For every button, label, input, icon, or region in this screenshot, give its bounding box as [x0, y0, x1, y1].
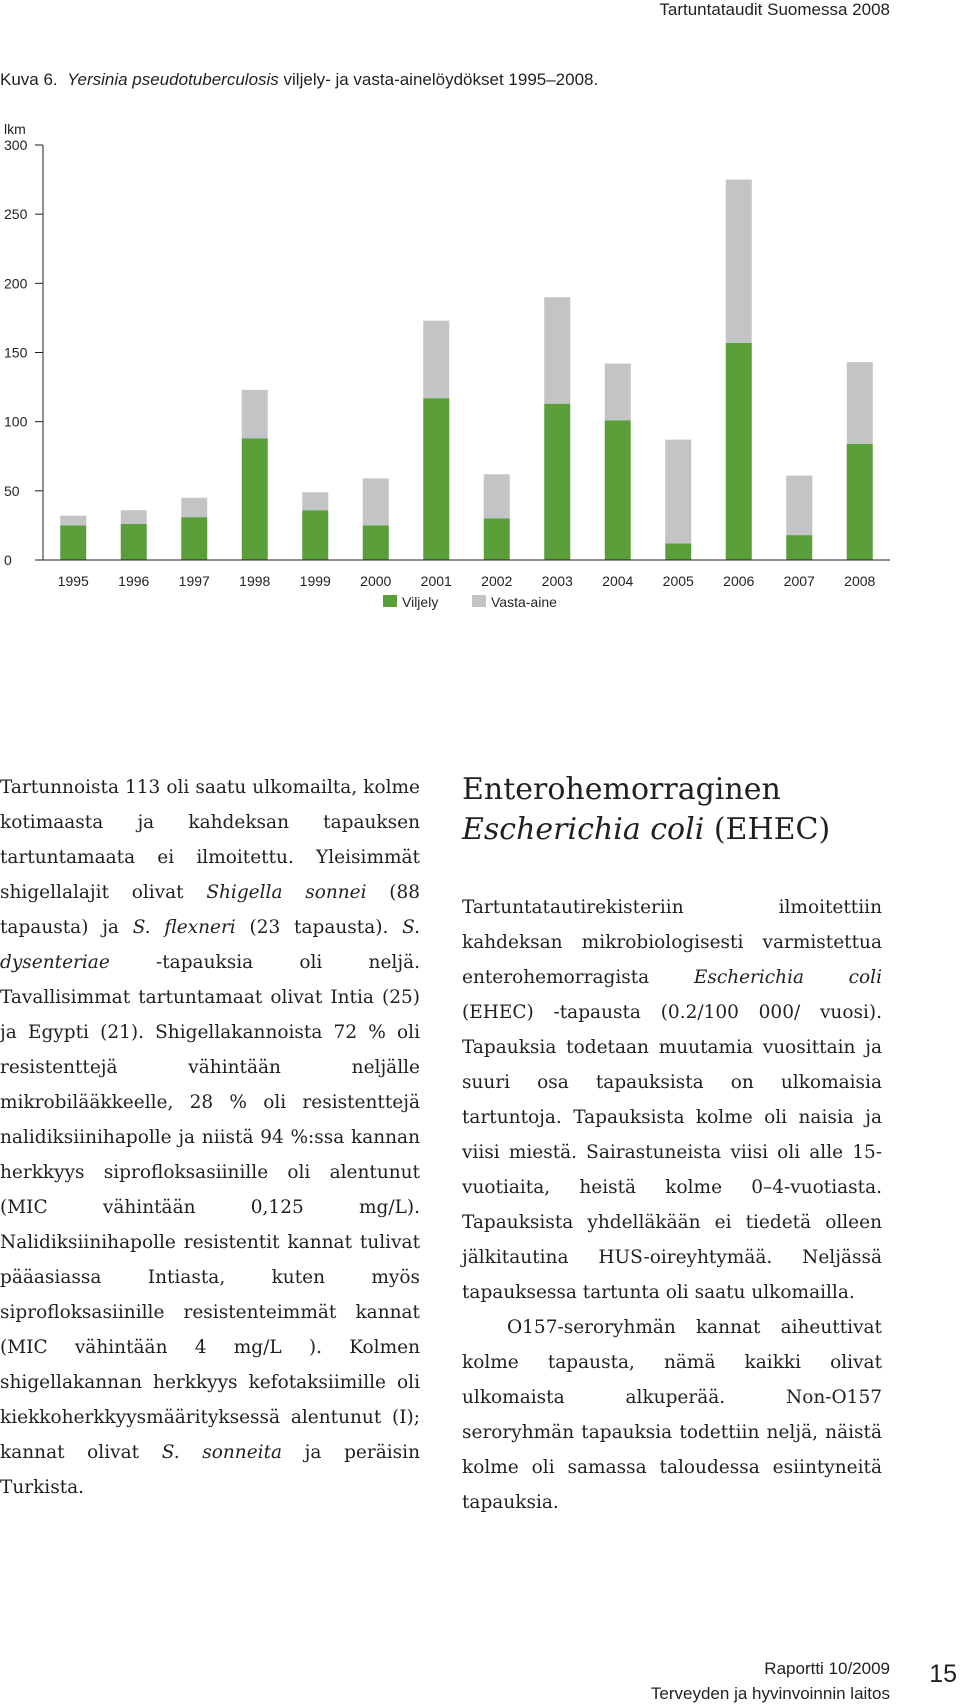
- bars: [60, 180, 873, 560]
- bar-vasta-aine: [484, 474, 510, 518]
- x-tick-label: 2002: [481, 573, 513, 589]
- x-tick-label: 1999: [299, 573, 331, 589]
- p1-italic-4: S. sonneita: [161, 1442, 283, 1463]
- y-axis-label: lkm: [4, 121, 26, 137]
- figure-caption: [0, 70, 598, 90]
- x-tick-label: 1997: [178, 573, 210, 589]
- bar-viljely: [665, 543, 691, 560]
- ehec-paragraph: [462, 890, 882, 1310]
- x-tick-label: 2008: [844, 573, 876, 589]
- p1-text-a: Tartunnoista 113 oli saatu ulkomailta, kolme kotimaasta ja kahdeksan tapauksen tartuntamaata ei ilmoitettu. Yleisimmät shigellalajit olivat: [0, 777, 420, 903]
- legend: [383, 594, 557, 610]
- footer-institute: Terveyden ja hyvinvoinnin laitos: [650, 1684, 890, 1703]
- y-tick-label: 250: [4, 206, 28, 223]
- bar-chart: [0, 120, 900, 640]
- left-column: [0, 770, 420, 1505]
- y-tick-label: 150: [4, 344, 28, 361]
- x-tick-label: 2001: [420, 573, 452, 589]
- bar-vasta-aine: [181, 498, 207, 517]
- bar-vasta-aine: [605, 364, 631, 421]
- running-head: Tartuntataudit Suomessa 2008: [659, 0, 890, 19]
- bar-viljely: [605, 420, 631, 560]
- page-number: 15: [929, 1660, 957, 1688]
- section-heading: [462, 770, 882, 850]
- p1-italic-2: S. flexneri: [132, 917, 236, 938]
- heading-line1: Enterohemorraginen: [462, 772, 781, 807]
- p1-text-e: ja peräisin Turkista.: [0, 1442, 420, 1498]
- bar-viljely: [121, 524, 147, 560]
- heading-rest: (EHEC): [704, 812, 831, 847]
- bar-viljely: [786, 535, 812, 560]
- heading-italic: Escherichia coli: [462, 812, 705, 847]
- x-tick-label: 1998: [239, 573, 271, 589]
- bar-vasta-aine: [363, 478, 389, 525]
- bar-vasta-aine: [242, 390, 268, 438]
- bar-viljely: [847, 444, 873, 560]
- bar-viljely: [726, 343, 752, 560]
- y-tick-label: 50: [4, 482, 20, 499]
- bar-viljely: [302, 510, 328, 560]
- bar-viljely: [484, 519, 510, 561]
- footer-report: Raportti 10/2009: [764, 1659, 890, 1678]
- bar-vasta-aine: [665, 440, 691, 544]
- shigella-paragraph: [0, 770, 420, 1505]
- p1-text-b: (88 tapausta) ja: [0, 882, 420, 938]
- bar-vasta-aine: [60, 516, 86, 526]
- legend-swatch: [472, 595, 486, 607]
- right-column: [462, 770, 882, 1520]
- bar-vasta-aine: [847, 362, 873, 444]
- x-tick-label: 1995: [57, 573, 89, 589]
- x-tick-label: 2004: [602, 573, 634, 589]
- bar-vasta-aine: [302, 492, 328, 510]
- y-axis: [4, 137, 43, 568]
- x-tick-label: 2005: [662, 573, 694, 589]
- x-tick-label: 2006: [723, 573, 755, 589]
- caption-prefix: Kuva 6.: [0, 70, 58, 89]
- bar-viljely: [544, 404, 570, 560]
- x-tick-label: 2007: [783, 573, 815, 589]
- legend-label: Viljely: [402, 594, 439, 610]
- footer: [651, 1656, 890, 1706]
- legend-swatch: [383, 595, 397, 607]
- p1-italic-3: S. dysenteriae: [0, 917, 420, 973]
- bar-viljely: [363, 525, 389, 560]
- bar-viljely: [181, 517, 207, 560]
- x-tick-label: 2000: [360, 573, 392, 589]
- x-tick-label: 1996: [118, 573, 150, 589]
- bar-viljely: [60, 525, 86, 560]
- p1-text-c: (23 tapausta).: [235, 917, 403, 938]
- y-tick-label: 100: [4, 413, 28, 430]
- bar-vasta-aine: [544, 297, 570, 404]
- p1-italic: Escherichia coli: [693, 967, 882, 988]
- bar-viljely: [242, 438, 268, 560]
- x-tick-label: 2003: [541, 573, 573, 589]
- legend-label: Vasta-aine: [491, 594, 557, 610]
- p1-text-d: -tapauksia oli neljä. Tavallisimmat tartuntamaat olivat Intia (25) ja Egypti (21). Shigellakannoista 72 % oli resistenttejä vähintään neljälle mikrobilääkkeelle, 28 % oli resistenttejä nalidiksiinihapolle ja niistä 94 %:ssa kannan herkkyys siprofloksasiinille oli alentunut (MIC vähintään 0,125 mg/L). Nalidiksiinihapolle resistentit kannat tulivat pääasiassa Intiasta, kuten myös siprofloksasiinille resistenteimmät kannat (MIC vähintään 4 mg/L ). Kolmen shigellakannan herkkyys kefotaksiimille oli kiekkoherkkyysmäärityksessä alentunut (I); kannat olivat: [0, 952, 420, 1463]
- caption-rest: viljely- ja vasta-ainelöydökset 1995–2008.: [283, 70, 599, 89]
- bar-vasta-aine: [786, 476, 812, 535]
- bar-vasta-aine: [423, 321, 449, 398]
- y-tick-label: 300: [4, 137, 28, 153]
- bar-viljely: [423, 398, 449, 560]
- p1-text-a: Tartuntatautirekisteriin ilmoitettiin kahdeksan mikrobiologisesti varmistettua enterohemorragista: [462, 897, 882, 988]
- bar-vasta-aine: [121, 510, 147, 524]
- caption-species: Yersinia pseudotuberculosis: [67, 70, 279, 89]
- p1-italic-1: Shigella sonnei: [206, 882, 367, 903]
- y-tick-label: 0: [4, 552, 12, 568]
- o157-paragraph: O157-seroryhmän kannat aiheuttivat kolme tapausta, nämä kaikki olivat ulkomaista alkuperää. Non-O157 seroryhmän tapauksia todettiin neljä, näistä kolme oli samassa taloudessa esiintyneitä tapauksia.: [462, 1317, 882, 1513]
- bar-vasta-aine: [726, 180, 752, 343]
- y-tick-label: 200: [4, 275, 28, 292]
- p1-text-b: (EHEC) -tapausta (0.2/100 000/ vuosi). Tapauksia todetaan muutamia vuosittain ja suuri osa tapauksista on ulkomaisia tartuntoja. Tapauksista kolme oli naisia ja viisi miestä. Sairastuneista viisi oli alle 15-vuotiaita, heistä kolme 0–4-vuotiasta. Tapauksista yhdelläkään ei tiedetä olleen jälkitautina HUS-oireyhtymää. Neljässä tapauksessa tartunta oli saatu ulkomailla.: [462, 1002, 882, 1303]
- x-axis: [43, 560, 890, 589]
